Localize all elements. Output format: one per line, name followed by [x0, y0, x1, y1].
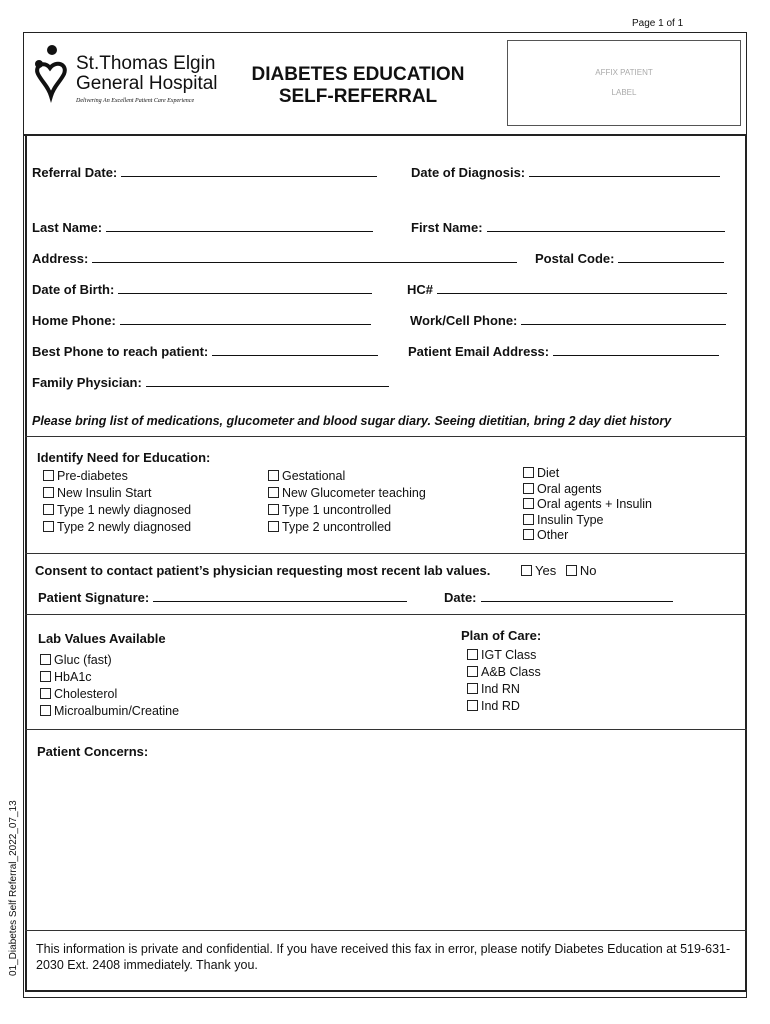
diagnosis-date-label: Date of Diagnosis:	[411, 165, 526, 180]
page-number: Page 1 of 1	[632, 18, 684, 29]
education-column-1	[43, 468, 191, 536]
option-label: Microalbumin/Creatine	[54, 704, 180, 718]
consent-date-line[interactable]	[481, 590, 673, 602]
checkbox-icon[interactable]	[523, 498, 534, 509]
checkbox-icon[interactable]	[40, 654, 51, 665]
referral-date-field[interactable]	[32, 165, 377, 180]
option-label: Oral agents	[537, 481, 602, 496]
divider	[25, 930, 747, 931]
document-code: 01_Diabetes Self Referral_2022_07_13	[8, 800, 19, 976]
patient-label-box	[507, 40, 741, 126]
checkbox-pre-diabetes[interactable]	[43, 468, 191, 485]
checkbox-yes-icon[interactable]	[521, 565, 532, 576]
email-label: Patient Email Address:	[408, 344, 550, 359]
patient-concerns-area[interactable]	[27, 762, 745, 930]
checkbox-icon[interactable]	[467, 666, 478, 677]
checkbox-oral-agents[interactable]	[523, 482, 652, 498]
consent-date-label: Date:	[444, 590, 477, 605]
family-physician-label: Family Physician:	[32, 375, 142, 390]
checkbox-icon[interactable]	[268, 487, 279, 498]
checkbox-gluc[interactable]	[40, 652, 179, 669]
plan-of-care-list	[467, 647, 541, 715]
email-field[interactable]	[408, 344, 719, 359]
checkbox-diet[interactable]	[523, 466, 652, 482]
signature-label: Patient Signature:	[38, 590, 150, 605]
education-column-3	[523, 466, 652, 544]
diagnosis-date-line[interactable]	[529, 165, 720, 177]
date-of-birth-field[interactable]	[32, 282, 372, 297]
checkbox-new-glucometer[interactable]	[268, 485, 426, 502]
option-label: Type 2 uncontrolled	[282, 520, 392, 534]
checkbox-type1-new[interactable]	[43, 502, 191, 519]
consent-text: Consent to contact patient’s physician requesting most recent lab values.	[35, 563, 491, 578]
referral-date-line[interactable]	[121, 165, 377, 177]
patient-label-text-2: LABEL	[611, 88, 637, 97]
best-phone-line[interactable]	[212, 344, 378, 356]
hospital-tagline: Delivering An Excellent Patient Care Experience	[76, 98, 195, 104]
diagnosis-date-field[interactable]	[411, 165, 720, 180]
divider	[25, 729, 747, 730]
option-label: Ind RN	[481, 682, 520, 696]
checkbox-icon[interactable]	[467, 649, 478, 660]
work-phone-line[interactable]	[521, 313, 726, 325]
option-label: HbA1c	[54, 670, 92, 684]
divider	[25, 436, 747, 437]
lab-values-title: Lab Values Available	[38, 631, 166, 646]
option-label: Diet	[537, 466, 560, 480]
postal-code-label: Postal Code:	[535, 251, 615, 266]
checkbox-ind-rd[interactable]	[467, 698, 541, 715]
lab-values-list	[40, 652, 179, 720]
checkbox-hba1c[interactable]	[40, 669, 179, 686]
checkbox-igt-class[interactable]	[467, 647, 541, 664]
postal-code-line[interactable]	[618, 251, 724, 263]
checkbox-icon[interactable]	[523, 514, 534, 525]
consent-date-field[interactable]	[444, 590, 673, 605]
checkbox-other[interactable]	[523, 528, 652, 544]
date-of-birth-line[interactable]	[118, 282, 372, 294]
checkbox-new-insulin-start[interactable]	[43, 485, 191, 502]
option-label: Insulin Type	[537, 512, 604, 527]
checkbox-icon[interactable]	[467, 700, 478, 711]
checkbox-icon[interactable]	[40, 688, 51, 699]
checkbox-icon[interactable]	[40, 671, 51, 682]
best-phone-label: Best Phone to reach patient:	[32, 344, 209, 359]
best-phone-field[interactable]	[32, 344, 378, 359]
divider	[25, 614, 747, 615]
checkbox-icon[interactable]	[268, 470, 279, 481]
form-title-line2: SELF-REFERRAL	[278, 86, 438, 107]
checkbox-oral-agents-insulin[interactable]	[523, 497, 652, 513]
option-label: Type 1 uncontrolled	[282, 503, 392, 517]
option-label: Oral agents + Insulin	[537, 497, 652, 511]
signature-field[interactable]	[38, 590, 407, 605]
family-physician-field[interactable]	[32, 375, 389, 390]
option-label: New Glucometer teaching	[282, 486, 426, 500]
option-label: Gluc (fast)	[54, 653, 112, 667]
referral-date-label: Referral Date:	[32, 165, 118, 180]
plan-of-care-title: Plan of Care:	[461, 628, 542, 643]
home-phone-field[interactable]	[32, 313, 371, 328]
family-physician-line[interactable]	[146, 375, 389, 387]
signature-line[interactable]	[153, 590, 407, 602]
patient-concerns-title: Patient Concerns:	[37, 744, 149, 759]
work-phone-field[interactable]	[410, 313, 726, 328]
checkbox-type1-uncontrolled[interactable]	[268, 502, 426, 519]
checkbox-no-icon[interactable]	[566, 565, 577, 576]
consent-yes-label: Yes	[535, 563, 557, 578]
checkbox-cholesterol[interactable]	[40, 686, 179, 703]
last-name-label: Last Name:	[32, 220, 103, 235]
education-column-2	[268, 468, 426, 536]
address-label: Address:	[32, 251, 89, 266]
checkbox-icon[interactable]	[523, 483, 534, 494]
checkbox-icon[interactable]	[43, 470, 54, 481]
checkbox-icon[interactable]	[467, 683, 478, 694]
checkbox-icon[interactable]	[40, 705, 51, 716]
checkbox-icon[interactable]	[43, 487, 54, 498]
last-name-field[interactable]	[32, 220, 373, 235]
health-card-field[interactable]	[407, 282, 727, 297]
option-label: Other	[537, 528, 569, 542]
last-name-line[interactable]	[106, 220, 373, 232]
hospital-logo-icon	[30, 42, 74, 104]
checkbox-type2-uncontrolled[interactable]	[268, 519, 426, 536]
checkbox-ind-rn[interactable]	[467, 681, 541, 698]
home-phone-line[interactable]	[120, 313, 371, 325]
first-name-label: First Name:	[411, 220, 483, 235]
option-label: Type 2 newly diagnosed	[57, 520, 192, 534]
option-label: New Insulin Start	[57, 486, 152, 500]
health-card-label: HC#	[407, 282, 434, 297]
patient-label-text-1: AFFIX PATIENT	[595, 68, 653, 77]
option-label: Ind RD	[481, 699, 520, 713]
first-name-field[interactable]	[411, 220, 725, 235]
checkbox-icon[interactable]	[523, 467, 534, 478]
address-line[interactable]	[92, 251, 517, 263]
instructions-text: Please bring list of medications, glucometer and blood sugar diary. Seeing dietitian, bring 2 day diet history	[32, 414, 672, 428]
date-of-birth-label: Date of Birth:	[32, 282, 115, 297]
confidentiality-notice: This information is private and confidential. If you have received this fax in error, please notify Diabetes Education at 519-631-2030 Ext. 2408 immediately. Thank you.	[36, 942, 731, 972]
work-phone-label: Work/Cell Phone:	[410, 313, 518, 328]
option-label: A&B Class	[481, 665, 541, 679]
education-title: Identify Need for Education:	[37, 450, 211, 465]
option-label: Pre-diabetes	[57, 469, 128, 483]
divider	[25, 553, 747, 554]
checkbox-icon[interactable]	[43, 521, 54, 532]
checkbox-type2-new[interactable]	[43, 519, 191, 536]
consent-no-label: No	[579, 563, 597, 578]
checkbox-microalbumin[interactable]	[40, 703, 179, 720]
checkbox-icon[interactable]	[268, 504, 279, 515]
email-line[interactable]	[553, 344, 719, 356]
consent-options	[521, 562, 596, 579]
checkbox-ab-class[interactable]	[467, 664, 541, 681]
hospital-name-line1: St.Thomas Elgin	[76, 53, 216, 74]
option-label: IGT Class	[481, 648, 537, 662]
checkbox-icon[interactable]	[43, 504, 54, 515]
form-title-line1: DIABETES EDUCATION	[251, 64, 465, 85]
checkbox-insulin-type[interactable]	[523, 513, 652, 529]
health-card-line[interactable]	[437, 282, 727, 294]
first-name-line[interactable]	[487, 220, 725, 232]
address-field[interactable]	[32, 251, 517, 266]
option-label: Cholesterol	[54, 687, 118, 701]
checkbox-icon[interactable]	[268, 521, 279, 532]
postal-code-field[interactable]	[535, 251, 724, 266]
hospital-name-line2: General Hospital	[76, 73, 218, 94]
option-label: Type 1 newly diagnosed	[57, 503, 192, 517]
checkbox-icon[interactable]	[523, 529, 534, 540]
checkbox-gestational[interactable]	[268, 468, 426, 485]
option-label: Gestational	[282, 469, 346, 483]
home-phone-label: Home Phone:	[32, 313, 116, 328]
